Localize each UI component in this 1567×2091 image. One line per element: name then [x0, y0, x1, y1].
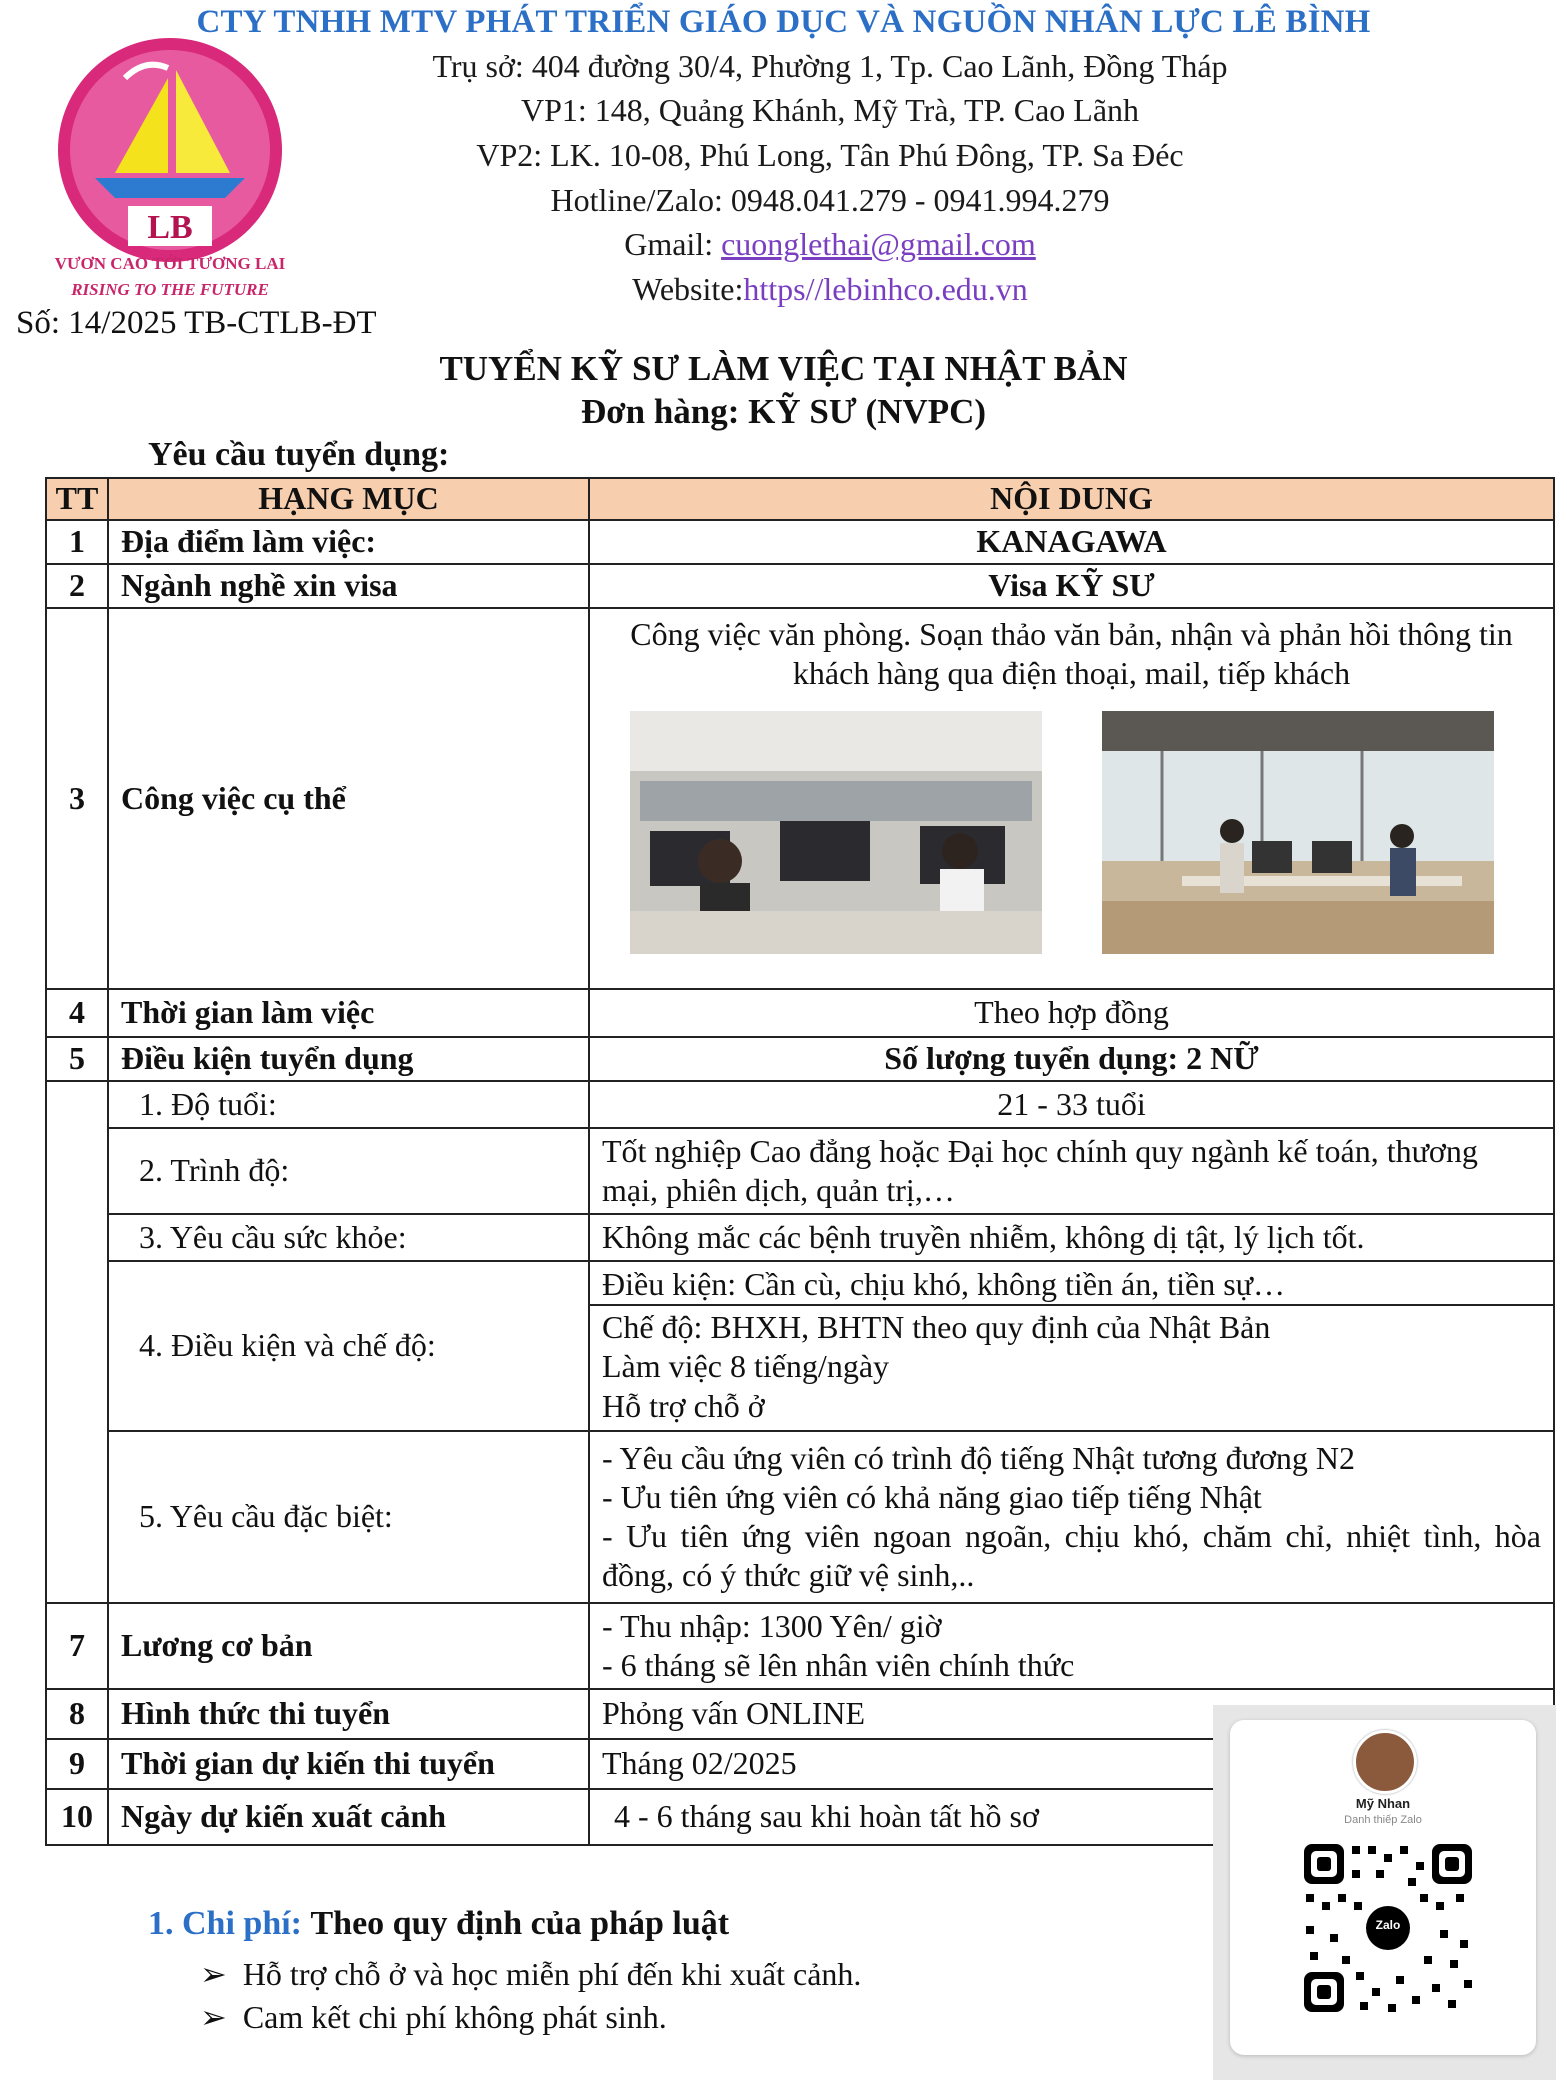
- table-sub-row: [46, 1261, 1554, 1431]
- row-content-line: - Thu nhập: 1300 Yên/ giờ: [602, 1607, 942, 1644]
- row-no: 1: [46, 520, 108, 564]
- website-line: [380, 271, 1280, 308]
- website-label: Website:: [632, 271, 744, 307]
- office-photo-2: [1102, 711, 1494, 954]
- row-content-line: - 6 tháng sẽ lên nhân viên chính thức: [602, 1647, 1075, 1683]
- logo-slogan-en: RISING TO THE FUTURE: [71, 280, 269, 299]
- row-no: 3: [46, 608, 108, 989]
- row-no: 2: [46, 564, 108, 608]
- arrow-bullet-icon: ➢: [200, 1999, 227, 2035]
- office2-address: VP2: LK. 10-08, Phú Long, Tân Phú Đông, TP. Sa Đéc: [476, 137, 1184, 173]
- sub-item: 2. Trình độ:: [108, 1128, 589, 1214]
- row-content: Công việc văn phòng. Soạn thảo văn bản, nhận và phản hồi thông tin khách hàng qua điện thoại, mail, tiếp khách: [630, 616, 1513, 692]
- cost-bullet-text: Hỗ trợ chỗ ở và học miễn phí đến khi xuất cảnh.: [242, 1956, 862, 1992]
- row-content: KANAGAWA: [589, 520, 1554, 564]
- sub-content-line: Hỗ trợ chỗ ở: [602, 1387, 765, 1424]
- row-no: 4: [46, 989, 108, 1037]
- row-content: Tháng 02/2025: [589, 1739, 1554, 1789]
- logo-slogan-vn: VƯƠN CAO TỚI TƯƠNG LAI: [54, 254, 286, 273]
- gmail-line: [380, 226, 1280, 263]
- table-row: [46, 989, 1554, 1037]
- row-item: Địa điểm làm việc:: [108, 520, 589, 564]
- header-content: NỘI DUNG: [589, 478, 1554, 520]
- table-row: [46, 1603, 1554, 1689]
- hotline: Hotline/Zalo: 0948.041.279 - 0941.994.279: [550, 182, 1110, 218]
- row-no: 10: [46, 1789, 108, 1845]
- arrow-bullet-icon: ➢: [200, 1956, 227, 1992]
- office1-address: VP1: 148, Quảng Khánh, Mỹ Trà, TP. Cao Lãnh: [520, 92, 1140, 128]
- header-no: TT: [46, 478, 108, 520]
- sub-content-line: - Yêu cầu ứng viên có trình độ tiếng Nhật tương đương N2: [602, 1439, 1355, 1476]
- sub-content-line: Làm việc 8 tiếng/ngày: [602, 1348, 890, 1385]
- table-sub-row: [46, 1431, 1554, 1603]
- row-content: Phỏng vấn ONLINE: [589, 1689, 1554, 1739]
- cost-bullet: [200, 1998, 667, 2036]
- table-header-row: [46, 478, 1554, 520]
- table-row: [46, 1037, 1554, 1081]
- office-photo-1: [630, 711, 1042, 954]
- table-sub-row: [46, 1081, 1554, 1128]
- sub-content: Không mắc các bệnh truyền nhiễm, không dị tật, lý lịch tốt.: [589, 1214, 1554, 1261]
- table-sub-row: [46, 1214, 1554, 1261]
- zalo-logo-text: Zalo: [1375, 1918, 1401, 1932]
- avatar: [1353, 1730, 1417, 1794]
- gmail-link[interactable]: cuonglethai@gmail.com: [721, 226, 1036, 262]
- document-number: Số: 14/2025 TB-CTLB-ĐT: [16, 305, 377, 341]
- row-item: Ngành nghề xin visa: [108, 564, 589, 608]
- row-no: 7: [46, 1603, 108, 1689]
- company-name: CTY TNHH MTV PHÁT TRIỂN GIÁO DỤC VÀ NGUỒN NHÂN LỰC LÊ BÌNH: [196, 4, 1371, 40]
- page-title: TUYỂN KỸ SƯ LÀM VIỆC TẠI NHẬT BẢN: [439, 349, 1128, 388]
- logo-text: LB: [147, 209, 193, 246]
- qr-name: Mỹ Nhan: [1355, 1796, 1411, 1811]
- row-no: 5: [46, 1037, 108, 1081]
- table-sub-row: [46, 1128, 1554, 1214]
- row-content: Số lượng tuyển dụng: 2 NỮ: [589, 1037, 1554, 1081]
- website-link[interactable]: https//lebinhco.edu.vn: [743, 271, 1028, 307]
- zalo-qr-card[interactable]: [1230, 1720, 1536, 2055]
- row-content: Theo hợp đồng: [589, 989, 1554, 1037]
- gmail-label: Gmail:: [624, 226, 722, 262]
- sub-content: 21 - 33 tuổi: [589, 1081, 1554, 1128]
- row-no: 9: [46, 1739, 108, 1789]
- sub-content-line: - Ưu tiên ứng viên có khả năng giao tiếp tiếng Nhật: [602, 1478, 1262, 1515]
- row-content: 4 - 6 tháng sau khi hoàn tất hồ sơ: [589, 1789, 1554, 1845]
- sub-content-conditions: Điều kiện: Cần cù, chịu khó, không tiền án, tiền sự…: [590, 1264, 1553, 1306]
- cost-bullet: [200, 1955, 861, 1993]
- recruitment-table: [45, 477, 1555, 1846]
- cost-section: [148, 1905, 729, 1943]
- cost-bullet-text: Cam kết chi phí không phát sinh.: [242, 1999, 667, 2035]
- row-content: Visa KỸ SƯ: [589, 564, 1554, 608]
- head-office-address: Trụ sở: 404 đường 30/4, Phường 1, Tp. Cao Lãnh, Đồng Tháp: [432, 48, 1228, 84]
- row-item: Thời gian dự kiến thi tuyển: [108, 1739, 589, 1789]
- row-item: Lương cơ bản: [108, 1603, 589, 1689]
- table-row: [46, 608, 1554, 989]
- sub-item: 1. Độ tuổi:: [108, 1081, 589, 1128]
- requirements-label: Yêu cầu tuyển dụng:: [148, 436, 450, 473]
- row-item: Công việc cụ thể: [108, 608, 589, 989]
- row-item: Ngày dự kiến xuất cảnh: [108, 1789, 589, 1845]
- sub-content-line: Chế độ: BHXH, BHTN theo quy định của Nhật Bản: [602, 1309, 1271, 1346]
- qr-caption: Danh thiếp Zalo: [1344, 1814, 1422, 1826]
- row-item: Hình thức thi tuyển: [108, 1689, 589, 1739]
- cost-label: 1. Chi phí:: [148, 1905, 302, 1942]
- sub-item: 5. Yêu cầu đặc biệt:: [108, 1431, 589, 1603]
- row-no: 8: [46, 1689, 108, 1739]
- sub-content: Tốt nghiệp Cao đẳng hoặc Đại học chính quy ngành kế toán, thương mại, phiên dịch, quản trị,…: [589, 1128, 1554, 1214]
- sub-item: 4. Điều kiện và chế độ:: [108, 1261, 589, 1431]
- sub-item: 3. Yêu cầu sức khỏe:: [108, 1214, 589, 1261]
- header-item: HẠNG MỤC: [108, 478, 589, 520]
- row-item: Điều kiện tuyển dụng: [108, 1037, 589, 1081]
- row-item: Thời gian làm việc: [108, 989, 589, 1037]
- table-row: [46, 564, 1554, 608]
- table-row: [46, 520, 1554, 564]
- cost-value: Theo quy định của pháp luật: [310, 1905, 730, 1942]
- sub-content-line: - Ưu tiên ứng viên ngoan ngoãn, chịu khó, chăm chỉ, nhiệt tình, hòa đồng, có ý thức giữ vệ sinh,..: [602, 1518, 1541, 1594]
- order-subtitle: Đơn hàng: KỸ SƯ (NVPC): [580, 392, 987, 431]
